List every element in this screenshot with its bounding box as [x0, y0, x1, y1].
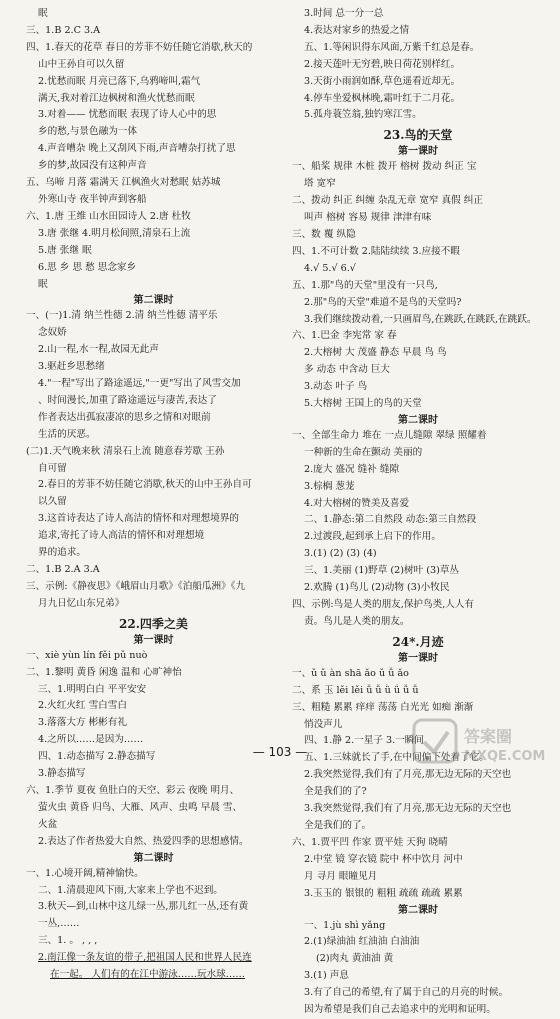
right-column-line: 第一课时	[398, 652, 438, 664]
right-column-line: 三、粗糙 累累 痒痒 荡荡 白光光 如痴 渐渐	[292, 701, 474, 713]
right-column-line: 三、1.美丽 (1)野草 (2)树叶 (3)草丛	[304, 565, 460, 577]
left-column-line: 四、1.春天的花草 春日的芳菲不妨任随它消歇,秋天的	[26, 41, 253, 53]
left-column-line: 3.秋天—到,山林中这儿绿一丛,那儿红一丛,还有黄	[38, 901, 249, 913]
left-column-line: 4.之所以……是因为……	[38, 734, 144, 746]
right-column-line: 四、1.不可计数 2.陆陆续续 3.应接不暇	[292, 245, 460, 257]
left-column-line: 满天,我对着江边枫树和渔火忧愁而眠	[38, 92, 195, 104]
left-column-line: 乡的愁,与景色融为一体	[38, 126, 137, 138]
right-column-line: 叫声 榕树 容易 规律 津津有味	[304, 212, 432, 224]
right-column-line: 二、系 玉 lěi lěi ǚ ǚ ǜ ǘ ǚ ǚ	[292, 684, 419, 696]
right-column-line: 多 动态 中含动 巨大	[304, 364, 390, 376]
right-column-line: 第二课时	[398, 414, 438, 426]
left-column-line: 二、1.B 2.A 3.A	[26, 564, 100, 575]
left-column-line: 、时间漫长,加重了路途遥远与凄苦,表达了	[38, 394, 217, 406]
left-column-line: 作者表达出孤寂凄凉的思乡之情和对眼前	[38, 411, 211, 423]
right-column-line: 3.有了自己的希望,有了属于自己的月亮的时候。	[304, 987, 509, 999]
right-column-line: 悄没声儿	[304, 718, 343, 730]
right-column-line: 塔 宽窄	[304, 178, 336, 190]
left-column-line: 第二课时	[133, 852, 174, 864]
page-number: — 103 —	[252, 745, 308, 759]
left-column-line: 追求,寄托了诗人高洁的情怀和对理想境	[38, 530, 205, 542]
right-column-line: 2.中堂 镜 穿衣镜 院中 杯中饮月 河中	[304, 853, 463, 865]
right-column-line: 5.孤舟蓑笠翁,独钓寒江雪。	[304, 109, 422, 121]
right-column	[292, 6, 544, 1019]
right-column-line: 四、示例:鸟是人类的朋友,保护鸟类,人人有	[292, 599, 475, 610]
right-column-line: 全是我们的了?	[304, 786, 367, 798]
right-column-line: 3.棕榈 葱茏	[304, 480, 355, 492]
left-column-line: 念奴娇	[38, 327, 67, 339]
left-column-line: 2.忧愁而眠 月亮已落下,乌鸦啼叫,霜气	[38, 75, 201, 87]
left-column-line: 一丛,……	[38, 918, 80, 930]
right-column-line: 全是我们的了。	[304, 819, 372, 831]
left-column-line: 三、示例:《静夜思》《峨眉山月歌》《泊船瓜洲》《九	[26, 580, 246, 592]
left-column-line: 一、xiè yùn lín fěi pǔ nuò	[26, 649, 148, 661]
right-column-line: 一、1.jù shì yǎng	[304, 919, 386, 931]
right-column-line: 3.我们继续拨动着,一只画眉鸟,在跳跃,在跳跃,在跳跃。	[304, 313, 537, 325]
left-column-line: 2.山一程,水一程,故园无此声	[38, 344, 159, 356]
left-column-line: 六、1.季节 夏夜 鱼肚白的天空、彩云 夜晚 明月、	[26, 784, 240, 796]
right-column-line: 一种新的生命在颤动 美丽的	[304, 446, 423, 458]
right-column-line: 四、1.静 2.一星子 3.一瞬间	[304, 735, 424, 747]
right-column-line: 2.接天莲叶无穷碧,映日荷花别样红。	[304, 58, 461, 70]
right-column-line: 3.(1) (2) (3) (4)	[304, 548, 377, 560]
right-column-line: 二、拨动 纠正 纠缠 杂乱无章 宽窄 真假 纠正	[292, 195, 483, 207]
left-column-line: 4.声音嘈杂 晚上又刮风下雨,声音嘈杂打扰了思	[38, 143, 236, 155]
left-column-line: 3.落落大方 彬彬有礼	[38, 717, 127, 729]
right-column-line: 一、船桨 规律 木桩 拨开 榕树 拨动 纠正 宝	[292, 161, 477, 173]
left-column-line: 2.春日的芳菲不妨任随它消歇,秋天的山中王孙自可	[38, 479, 252, 491]
left-column-line: 一、(一)1.清 纳兰性德 2.清 纳兰性德 清平乐	[26, 310, 218, 322]
left-column-line: (二)1.天气晚来秋 清泉石上流 随意春芳歇 王孙	[26, 445, 225, 457]
right-column-line: 3.我突然觉得,我们有了月亮,那无边无际的天空也	[304, 803, 512, 815]
left-column-line: 三、1.明明白白 平平安安	[38, 683, 147, 695]
left-column-line: 在一起。 人们有的在江中游泳……玩水球……	[50, 969, 245, 981]
left-column-line: 3.对着—— 忧愁而眠 表现了诗人心中的思	[38, 109, 217, 121]
right-column-line: 一、ǔ ǔ àn shā ǎo ǔ ǚ ǎo	[292, 667, 409, 679]
right-column-line: 第一课时	[398, 146, 438, 158]
left-column-line: 六、1.唐 王维 山水田园诗人 2.唐 杜牧	[26, 210, 191, 222]
right-column-line: 第二课时	[398, 904, 438, 916]
left-column-line: 二、1.黎明 黄昏 闲逸 温和 心旷神怡	[26, 666, 182, 678]
left-column-line: 一、1.心境开阔,精神愉快。	[26, 867, 144, 879]
left-column-line: 界的追求。	[38, 547, 86, 559]
right-column-line: 2.过渡段,起到承上启下的作用。	[304, 531, 441, 543]
left-column-line: 乡的梦,故园没有这种声音	[38, 160, 147, 172]
right-column-line: 3.玉玉的 银银的 粗粗 疏疏 疏疏 累累	[304, 887, 463, 899]
right-column-line: 23.鸟的天堂	[383, 128, 453, 143]
left-column-line: 4."一程"写出了路途遥远,"一更"写出了风雪交加	[38, 378, 241, 390]
left-column-line: 3.唐 张继 4.明月松间照,清泉石上流	[38, 227, 191, 239]
right-column-line: 月 寻月 眼瞳见月	[304, 870, 378, 882]
right-column-line: 六、1.贾平凹 作家 贾平娃 天狗 晓晴	[292, 836, 448, 848]
left-column-line: 2.南江像一条友谊的带子,把祖国人民和世界人民连	[38, 952, 252, 964]
right-column-line: (2)肉丸 黄油油 黄	[316, 953, 394, 965]
left-column-line: 第二课时	[133, 295, 174, 307]
right-column-line: 五、1.三妹就长了手,在中间偏下处着了它。	[304, 752, 489, 764]
left-column-line: 三、1. 。 , , ,	[38, 935, 98, 947]
right-column-line: 2.欢腾 (1)鸟儿 (2)动物 (3)小牧民	[304, 582, 450, 594]
left-column-line: 6.思 乡 思 愁 思念家乡	[38, 261, 137, 273]
right-column-line: 4.停车坐爱枫林晚,霜叶红于二月花。	[304, 92, 461, 104]
left-column-line: 火盆	[38, 818, 58, 830]
right-column-line: 五、1.等闲识得东风面,万紫千红总是春。	[304, 41, 480, 53]
right-column-line: 3.(1) 声息	[304, 970, 349, 982]
right-column-line: 三、数 覆 纵隐	[292, 228, 356, 240]
right-column-line: 3.天街小雨润如酥,草色遥看近却无。	[304, 75, 461, 87]
left-column-line: 山中王孙自可以久留	[38, 58, 125, 70]
right-column-line: 二、1.静态:第二自然段 动态:第三自然段	[304, 514, 477, 526]
right-column-line: 五、1.那"鸟的天堂"里没有一只鸟,	[292, 279, 438, 291]
right-column-line: 3.动态 叶子 鸟	[304, 381, 368, 393]
left-column-line: 3.这首诗表达了诗人高洁的情怀和对理想境界的	[38, 513, 240, 525]
right-column-line: 六、1.巴金 李宪常 家 春	[292, 330, 397, 342]
left-column-line: 5.唐 张继 眠	[38, 244, 92, 256]
left-column-line: 五、乌啼 月落 霜满天 江枫渔火对愁眠 姑苏城	[26, 177, 221, 189]
right-column-line: 2.我突然觉得,我们有了月亮,那无边无际的天空也	[304, 769, 512, 781]
right-column-line: 3.时间 总一分一总	[304, 8, 384, 19]
left-column-line: 生活的厌恶。	[38, 428, 96, 440]
watermark-logo	[412, 714, 552, 768]
svg-text:MXQE.COM: MXQE.COM	[464, 749, 546, 764]
right-column-line: 2.那"鸟的天堂"难道不是鸟的天堂吗?	[304, 296, 462, 308]
left-column-line: 2.火红火红 雪白雪白	[38, 700, 127, 712]
left-column-line: 自可留	[38, 462, 67, 474]
right-column-line: 2.(1)绿油油 红油油 白油油	[304, 936, 420, 948]
left-column-line: 四、1.动态描写 2.静态描写	[38, 751, 156, 763]
right-column-line: 5.大榕树 王国上的鸟的天堂	[304, 398, 422, 410]
right-column-line: 4.表达对家乡的热爱之情	[304, 24, 410, 36]
right-column-line: 2.大榕树 大 茂盛 静态 早晨 鸟 鸟	[304, 347, 447, 359]
left-column-line: 22.四季之美	[119, 616, 188, 631]
right-column-line: 4.对大榕树的赞美及喜爱	[304, 497, 410, 509]
svg-text:答案圈: 答案圈	[464, 727, 513, 746]
right-column-line: 因为希望是我们自己去追求中的光明和证明。	[304, 1004, 496, 1016]
right-column-line: 责。鸟儿是人类的朋友。	[304, 615, 410, 627]
right-column-line: 4.√ 5.√ 6.√	[304, 262, 356, 274]
left-column-line: 以久留	[38, 496, 67, 508]
left-column-line: 3.驱赶乡思愁绪	[38, 361, 105, 373]
left-column-line: 眠	[38, 278, 48, 290]
left-column-line: 萤火虫 黄昏 归鸟、大雁、风声、虫鸣 早晨 雪、	[38, 801, 243, 813]
left-column-line: 外寒山寺 夜半钟声到客船	[38, 193, 147, 205]
left-column-line: 第一课时	[133, 634, 174, 646]
left-column-line: 月九日忆山东兄弟》	[38, 597, 125, 609]
left-column-line: 三、1.B 2.C 3.A	[26, 24, 101, 36]
right-column-line: 一、全部生命力 堆在 一点儿缝隙 翠绿 照耀着	[292, 429, 487, 441]
right-column-line: 24*.月迹	[392, 634, 444, 649]
left-column-line: 2.表达了作者热爱大自然、热爱四季的思想感情。	[38, 835, 249, 847]
left-column-line: 眠	[38, 8, 48, 19]
right-column-line: 2.庞大 盛况 缝补 缝隙	[304, 463, 400, 475]
left-column	[26, 6, 281, 984]
left-column-line: 3.静态描写	[38, 768, 86, 780]
left-column-line: 二、1.清晨迎风下雨,大家来上学也不迟到。	[38, 884, 223, 896]
